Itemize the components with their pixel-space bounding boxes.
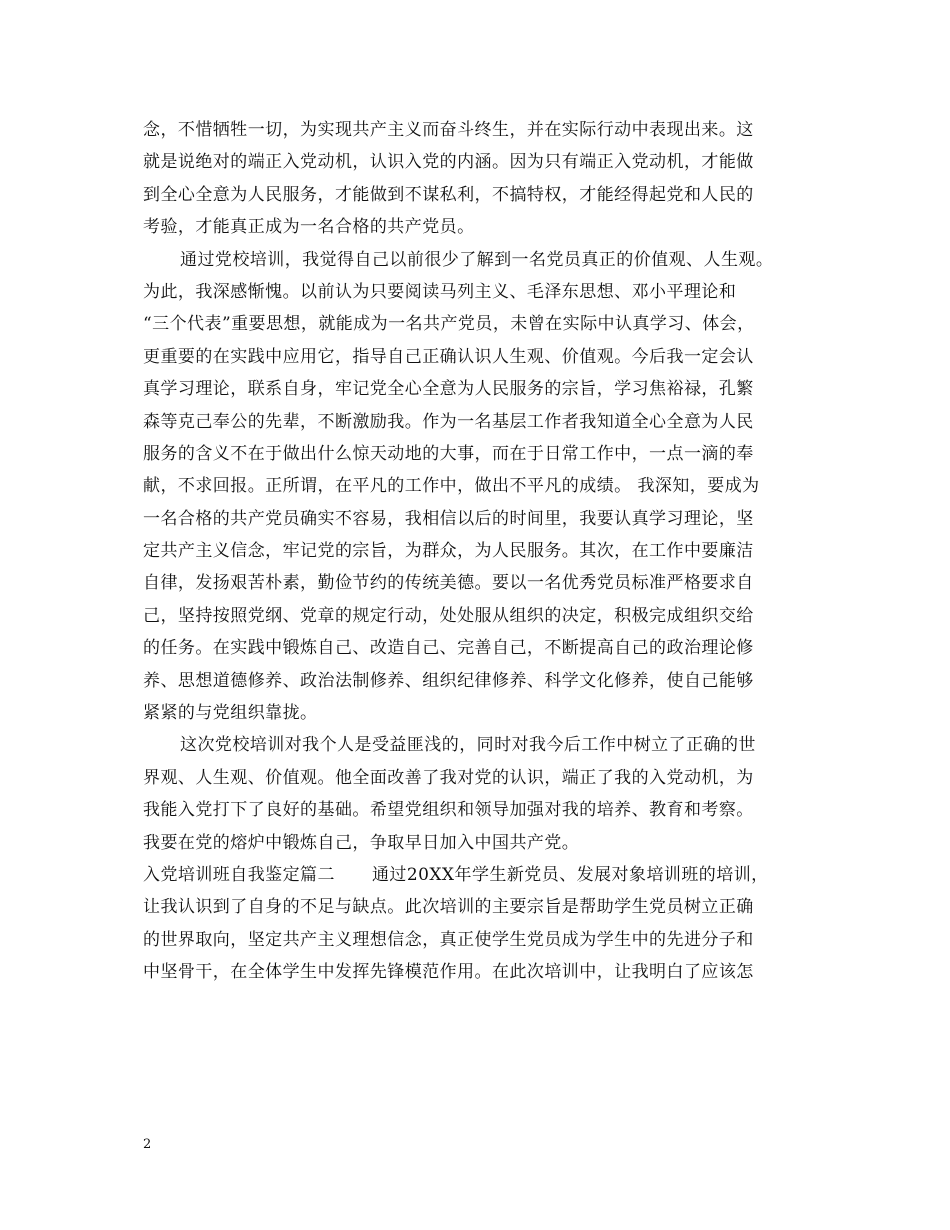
text-line: 我能入党打下了良好的基础。希望党组织和领导加强对我的培养、教育和考察。 — [143, 800, 754, 821]
text-line: 真学习理论，联系自身，牢记党全心全意为人民服务的宗旨，学习焦裕禄，孔繁 — [143, 379, 754, 400]
page-number: 2 — [143, 1137, 152, 1152]
text-line: 服务的含义不在于做出什么惊天动地的大事，而在于日常工作中，一点一滴的奉 — [143, 443, 754, 464]
text-line: 养、思想道德修养、政治法制修养、组织纪律修养、科学文化修养，使自己能够 — [143, 670, 754, 691]
text-line: 通过党校培训，我觉得自己以前很少了解到一名党员真正的价值观、人生观。 — [180, 249, 774, 270]
text-line: 森等克己奉公的先辈，不断激励我。作为一名基层工作者我知道全心全意为人民 — [143, 411, 754, 432]
text-line: 定共产主义信念，牢记党的宗旨，为群众，为人民服务。其次，在工作中要廉洁 — [143, 541, 754, 562]
section-first-line: 通过20XX年学生新党员、发展对象培训班的培训， — [371, 864, 769, 885]
text-line: 为此，我深感惭愧。以前认为只要阅读马列主义、毛泽东思想、邓小平理论和 — [143, 281, 737, 302]
text-line: 念，不惜牺牲一切，为实现共产主义而奋斗终生，并在实际行动中表现出来。这 — [143, 120, 754, 140]
text-line: 一名合格的共产党员确实不容易，我相信以后的时间里，我要认真学习理论，坚 — [143, 508, 754, 529]
text-line: 更重要的在实践中应用它，指导自己正确认识人生观、价值观。今后我一定会认 — [143, 346, 754, 367]
text-line: 献，不求回报。正所谓，在平凡的工作中，做出不平凡的成绩。 我深知，要成为 — [143, 476, 760, 497]
text-line: 中坚骨干，在全体学生中发挥先锋模范作用。在此次培训中，让我明白了应该怎 — [143, 962, 754, 983]
section-block — [143, 891, 815, 988]
text-line: 这次党校培训对我个人是受益匪浅的，同时对我今后工作中树立了正确的世 — [180, 735, 756, 756]
text-line: 让我认识到了自身的不足与缺点。此次培训的主要宗旨是帮助学生党员树立正确 — [143, 897, 754, 918]
text-line: 自律，发扬艰苦朴素，勤俭节约的传统美德。要以一名优秀党员标准严格要求自 — [143, 573, 754, 594]
text-line: “三个代表”重要思想，就能成为一名共产党员，未曾在实际中认真学习、体会， — [143, 314, 755, 335]
paragraph-block — [143, 114, 815, 859]
body-text — [143, 114, 815, 989]
text-line: 的世界取向，坚定共产主义理想信念，真正使学生党员成为学生中的先进分子和 — [143, 929, 754, 950]
text-line: 己，坚持按照党纲、党章的规定行动，处处服从组织的决定，积极完成组织交给 — [143, 605, 754, 626]
text-line: 的任务。在实践中锻炼自己、改造自己、完善自己，不断提高自己的政治理论修 — [143, 638, 754, 659]
text-line: 考验，才能真正成为一名合格的共产党员。 — [143, 217, 475, 238]
text-line: 到全心全意为人民服务，才能做到不谋私利，不搞特权，才能经得起党和人民的 — [143, 184, 754, 205]
text-line: 界观、人生观、价值观。他全面改善了我对党的认识，端正了我的入党动机，为 — [143, 767, 754, 788]
text-line: 我要在党的熔炉中锻炼自己，争取早日加入中国共产党。 — [143, 832, 580, 853]
section-heading: 入党培训班自我鉴定篇二 — [143, 864, 335, 885]
section-heading-line — [143, 859, 815, 891]
text-line: 紧紧的与党组织靠拢。 — [143, 703, 318, 724]
text-line: 就是说绝对的端正入党动机，认识入党的内涵。因为只有端正入党动机，才能做 — [143, 152, 754, 173]
